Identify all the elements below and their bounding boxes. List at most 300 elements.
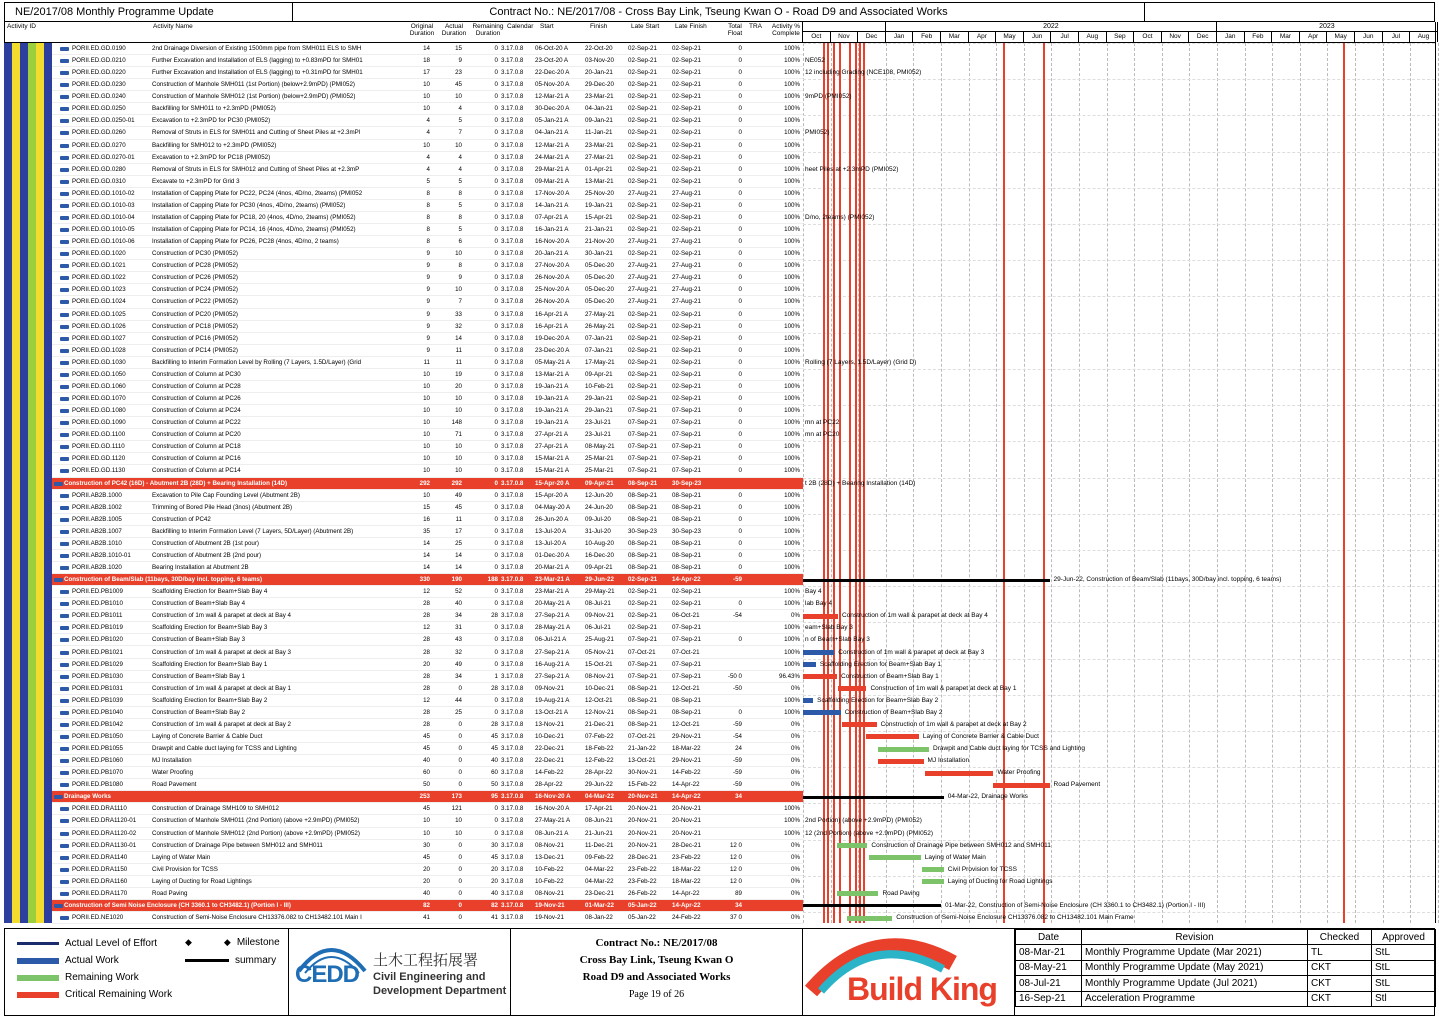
table-row[interactable] xyxy=(52,200,803,212)
cell-p: 0% xyxy=(791,841,800,849)
rev-row xyxy=(1016,991,1436,1006)
table-row[interactable] xyxy=(52,598,803,610)
cell-p: 100% xyxy=(784,805,800,813)
cell-s: 12-Mar-21 A xyxy=(535,141,570,149)
critical-work-bar[interactable] xyxy=(878,759,924,764)
cell-ls: 02-Sep-21 xyxy=(628,141,657,149)
actual-work-bar[interactable] xyxy=(803,662,816,667)
cell-tf: 0 xyxy=(738,189,742,197)
cell-n: Backfilling for SMH012 to +2.3mPD (PMI052) xyxy=(152,141,277,149)
activity-icon xyxy=(60,361,69,365)
cell-rd: 0 xyxy=(494,479,498,487)
table-row[interactable] xyxy=(52,127,803,139)
cell-ad: 0 xyxy=(458,901,462,909)
cell-cal: 3.17.0.8 xyxy=(501,817,524,825)
gantt-bar-label: Scaffolding Erection for Beam+Slab Bay 2 xyxy=(817,696,939,704)
cell-p: 100% xyxy=(784,346,800,354)
month-gridline xyxy=(1272,43,1273,923)
table-row[interactable] xyxy=(52,719,803,731)
table-row[interactable] xyxy=(52,441,803,453)
col-remaining-duration[interactable]: Remaining Duration xyxy=(472,23,504,37)
table-row[interactable] xyxy=(52,345,803,357)
cell-p: 100% xyxy=(784,286,800,294)
activity-icon xyxy=(60,747,69,751)
cell-p: 100% xyxy=(784,708,800,716)
wbs-group-row[interactable] xyxy=(52,478,803,490)
cell-lf: 14-Apr-22 xyxy=(672,889,700,897)
cell-ls: 02-Sep-21 xyxy=(628,57,657,65)
cell-rd: 188 xyxy=(487,576,498,584)
table-row[interactable] xyxy=(52,405,803,417)
table-row[interactable] xyxy=(52,695,803,707)
table-row[interactable] xyxy=(52,91,803,103)
table-row[interactable] xyxy=(52,562,803,574)
cell-f: 06-Jul-21 xyxy=(585,624,611,632)
cell-lf: 02-Sep-21 xyxy=(672,588,701,596)
milestone-icon: ◆ xyxy=(185,937,192,947)
table-row[interactable] xyxy=(52,671,803,683)
cell-p: 100% xyxy=(784,660,800,668)
table-row[interactable] xyxy=(52,526,803,538)
cell-id: PORII.ED.PB1039 xyxy=(72,696,123,704)
cell-cal: 3.17.0.8 xyxy=(501,745,524,753)
col-late-finish[interactable]: Late Finish xyxy=(675,23,707,30)
table-row[interactable] xyxy=(52,236,803,248)
table-row[interactable] xyxy=(52,296,803,308)
table-row[interactable] xyxy=(52,622,803,634)
cell-id: PORII.ED.GD.1010-02 xyxy=(72,189,135,197)
cell-n: 2nd Drainage Diversion of Existing 1500mm pipe from SMH011 ELS to SMH xyxy=(152,45,362,52)
cell-id: PORII.AB2B.1005 xyxy=(72,515,122,523)
table-row[interactable] xyxy=(52,538,803,550)
cell-od: 10 xyxy=(423,443,430,451)
table-row[interactable] xyxy=(52,888,803,900)
table-row[interactable] xyxy=(52,647,803,659)
cell-ls: 02-Sep-21 xyxy=(628,370,657,378)
month-gridline xyxy=(1134,43,1135,923)
title-bar xyxy=(4,2,1435,22)
table-row[interactable] xyxy=(52,876,803,888)
table-row[interactable] xyxy=(52,333,803,345)
cell-lf: 29-Nov-21 xyxy=(672,732,701,740)
cell-lf: 28-Dec-21 xyxy=(672,841,701,849)
cell-cal: 3.17.0.8 xyxy=(501,443,524,451)
table-row[interactable] xyxy=(52,586,803,598)
contract-name: Cross Bay Link, Tseung Kwan O xyxy=(579,954,734,966)
cell-n: Road Paving xyxy=(152,889,188,897)
activity-icon xyxy=(60,614,69,618)
cell-rd: 0 xyxy=(494,141,498,149)
cell-od: 60 xyxy=(423,769,430,777)
cell-cal: 3.17.0.8 xyxy=(501,201,524,209)
table-row[interactable] xyxy=(52,634,803,646)
critical-work-bar[interactable] xyxy=(842,722,877,727)
cell-rd: 1 xyxy=(494,672,498,680)
cell-id: PORII.AB2B.1020 xyxy=(72,564,122,571)
cell-p: 100% xyxy=(784,443,800,451)
cell-s: 08-Jun-21 A xyxy=(535,829,569,837)
table-row[interactable] xyxy=(52,755,803,767)
timeline-month: Jan xyxy=(1217,32,1245,42)
table-row[interactable] xyxy=(52,864,803,876)
cell-lf: 02-Sep-21 xyxy=(672,395,701,403)
cell-od: 45 xyxy=(423,853,430,861)
col-activity-id[interactable]: Activity ID xyxy=(7,23,36,30)
cell-od: 14 xyxy=(423,564,430,571)
remaining-work-bar[interactable] xyxy=(922,879,944,884)
month-gridline xyxy=(1327,43,1328,923)
cell-ls: 02-Sep-21 xyxy=(628,624,657,632)
table-row[interactable] xyxy=(52,43,803,55)
remaining-work-bar[interactable] xyxy=(922,867,944,872)
cell-id: PORII.ED.PB1010 xyxy=(72,600,123,608)
table-row[interactable] xyxy=(52,284,803,296)
critical-work-bar[interactable] xyxy=(866,734,918,739)
col-actual-duration[interactable]: Actual Duration xyxy=(441,23,467,37)
cell-lf: 08-Sep-21 xyxy=(672,491,701,499)
cell-tf: 0 xyxy=(738,105,742,113)
column-header xyxy=(4,22,803,43)
gantt-bar-label: Construction of 1m wall & parapet at deck at Bay 3 xyxy=(838,648,985,656)
table-row[interactable] xyxy=(52,610,803,622)
critical-work-bar[interactable] xyxy=(803,614,838,619)
table-row[interactable] xyxy=(52,115,803,127)
table-row[interactable] xyxy=(52,852,803,864)
cell-f: 08-Nov-21 xyxy=(585,672,614,680)
cell-s: 10-Feb-22 xyxy=(535,877,564,885)
cell-cal: 3.17.0.8 xyxy=(501,901,524,909)
cell-rd: 41 xyxy=(491,914,498,922)
cell-od: 10 xyxy=(423,105,430,113)
cell-id: PORII.AB2B.1010-01 xyxy=(72,551,131,559)
table-row[interactable] xyxy=(52,55,803,67)
activity-icon xyxy=(60,530,69,534)
cell-id: PORII.ED.GD.0280 xyxy=(72,165,126,173)
cell-p: 100% xyxy=(784,238,800,246)
cell-id: PORII.ED.PB1042 xyxy=(72,720,123,728)
col-late-start[interactable]: Late Start xyxy=(631,23,660,30)
remaining-work-bar[interactable] xyxy=(837,843,867,848)
col-pct-complete[interactable]: Activity % Complete xyxy=(771,23,801,37)
activity-icon xyxy=(60,759,69,763)
table-row[interactable] xyxy=(52,779,803,791)
cell-n: Construction of Drainage SMH109 to SMH012 xyxy=(152,805,279,813)
cell-f: 17-May-21 xyxy=(585,358,615,366)
table-row[interactable] xyxy=(52,514,803,526)
cell-s: 14-Feb-22 xyxy=(535,769,564,777)
cell-f: 31-Jul-20 xyxy=(585,527,611,535)
row-gridline xyxy=(803,876,1435,877)
summary-bar[interactable] xyxy=(803,904,941,907)
cell-cal: 3.17.0.8 xyxy=(501,781,524,789)
cell-s: 13-Mar-21 A xyxy=(535,370,570,378)
actual-work-bar[interactable] xyxy=(803,650,834,655)
gantt-bar-label: 2nd Portion) (above +2.9mPD) (PMI052) xyxy=(805,817,922,825)
cell-s: 15-Mar-21 A xyxy=(535,467,570,475)
cell-lf: 14-Apr-22 xyxy=(672,576,701,584)
critical-work-bar[interactable] xyxy=(925,771,993,776)
table-row[interactable] xyxy=(52,707,803,719)
table-row[interactable] xyxy=(52,188,803,200)
cell-od: 11 xyxy=(423,358,430,366)
table-row[interactable] xyxy=(52,321,803,333)
table-row[interactable] xyxy=(52,152,803,164)
cell-ad: 71 xyxy=(455,431,462,439)
cell-f: 07-Jan-21 xyxy=(585,334,613,342)
cell-cal: 3.17.0.8 xyxy=(501,527,524,535)
table-row[interactable] xyxy=(52,912,803,924)
cell-lf: 30-Sep-23 xyxy=(672,479,702,487)
cell-od: 28 xyxy=(423,708,430,716)
cell-lf: 02-Sep-21 xyxy=(672,213,701,221)
cell-id: Construction of Semi Noise Enclosure (CH 3360.1 to CH3482.1) (Portion I - III) xyxy=(64,901,291,909)
remaining-work-bar[interactable] xyxy=(869,855,921,860)
cell-lf: 14-Apr-22 xyxy=(672,901,701,909)
table-row[interactable] xyxy=(52,731,803,743)
cell-s: 04-May-20 A xyxy=(535,503,571,511)
cell-f: 21-Jun-21 xyxy=(585,829,613,837)
table-row[interactable] xyxy=(52,309,803,321)
cell-rd: 30 xyxy=(491,841,498,849)
cell-cal: 3.17.0.8 xyxy=(501,69,524,77)
table-row[interactable] xyxy=(52,369,803,381)
table-row[interactable] xyxy=(52,79,803,91)
rev-date: 16-Sep-21 xyxy=(1016,991,1082,1006)
cell-n: Construction of Manhole SMH011 (2nd Portion) (above +2.9mPD) (PMI052) xyxy=(152,817,360,825)
cell-id: PORII.ED.GD.1060 xyxy=(72,382,126,390)
cell-od: 28 xyxy=(423,684,430,692)
table-row[interactable] xyxy=(52,828,803,840)
cell-s: 23-Oct-20 A xyxy=(535,57,569,65)
cell-ls: 07-Sep-21 xyxy=(628,455,657,463)
cell-tf: 0 xyxy=(738,539,742,547)
cell-id: PORII.ED.GD.1026 xyxy=(72,322,126,330)
actual-work-bar[interactable] xyxy=(803,710,841,715)
cell-cal: 3.17.0.8 xyxy=(501,865,524,873)
cell-f: 23-Mar-21 xyxy=(585,141,614,149)
summary-bar[interactable] xyxy=(803,579,1050,582)
timeline-month: Oct xyxy=(1134,32,1162,42)
cell-n: Civil Provision for TCSS xyxy=(152,865,218,873)
cell-tf: 0 xyxy=(738,238,742,246)
table-row[interactable] xyxy=(52,659,803,671)
cell-rd: 0 xyxy=(494,551,498,559)
cell-ls: 02-Sep-21 xyxy=(628,250,657,258)
table-row[interactable] xyxy=(52,381,803,393)
cell-ls: 30-Sep-23 xyxy=(628,527,657,535)
cell-p: 100% xyxy=(784,129,800,137)
critical-work-bar[interactable] xyxy=(803,674,837,679)
gantt-bar-label: Construction of Beam+Slab Bay 2 xyxy=(844,708,943,716)
remaining-work-bar[interactable] xyxy=(837,891,878,896)
activity-icon xyxy=(60,288,69,292)
cell-lf: 08-Sep-21 xyxy=(672,503,701,511)
table-row[interactable] xyxy=(52,840,803,852)
cell-f: 08-Jul-21 xyxy=(585,600,611,608)
table-row[interactable] xyxy=(52,272,803,284)
activity-icon xyxy=(60,506,69,510)
row-gridline xyxy=(803,767,1435,768)
cell-s: 23-Mar-21 A xyxy=(535,588,570,596)
col-original-duration[interactable]: Original Duration xyxy=(409,23,435,37)
cell-rd: 45 xyxy=(491,732,498,740)
cell-od: 14 xyxy=(423,45,430,52)
gantt-bar-label: Bay 4 xyxy=(805,588,822,596)
remaining-work-bar[interactable] xyxy=(847,916,892,921)
cell-s: 16-Nov-20 A xyxy=(535,793,571,801)
table-row[interactable] xyxy=(52,224,803,236)
cell-p: 100% xyxy=(784,515,800,523)
cell-lf: 02-Sep-21 xyxy=(672,370,701,378)
row-gridline xyxy=(803,659,1435,660)
cell-n: Installation of Capping Plate for PC26, PC28 (4nos, 4D/no, 2 teams) xyxy=(152,238,339,246)
table-row[interactable] xyxy=(52,417,803,429)
table-row[interactable] xyxy=(52,67,803,79)
rev-approved: StL xyxy=(1372,945,1436,960)
actual-work-bar[interactable] xyxy=(803,698,813,703)
cell-ad: 0 xyxy=(458,889,462,897)
cell-rd: 0 xyxy=(494,515,498,523)
col-calendar[interactable]: Calendar xyxy=(507,23,534,30)
gantt-bar-label: Rolling (7 Layers, 1.5D/Layer) (Grid D) xyxy=(805,358,917,366)
cell-s: 07-Apr-21 A xyxy=(535,213,569,221)
cell-id: PORII.ED.NE1020 xyxy=(72,914,124,922)
wbs-group-row[interactable] xyxy=(52,900,803,912)
timeline-month: Aug xyxy=(1079,32,1107,42)
gantt-bar-label: NE052 xyxy=(805,57,825,65)
col-total-float[interactable]: Total Float xyxy=(727,23,743,37)
wbs-group-row[interactable] xyxy=(52,791,803,803)
cell-lf: 14-Apr-22 xyxy=(672,793,701,801)
cell-cal: 3.17.0.8 xyxy=(501,660,524,668)
cell-rd: 0 xyxy=(494,539,498,547)
cell-tf: 0 xyxy=(738,117,742,125)
table-row[interactable] xyxy=(52,815,803,827)
wbs-group-row[interactable] xyxy=(52,574,803,586)
col-activity-name[interactable]: Activity Name xyxy=(153,23,193,30)
rev-checked: CKT xyxy=(1308,976,1372,991)
cell-f: 29-Jun-22 xyxy=(585,781,613,789)
cell-ls: 02-Sep-21 xyxy=(628,588,657,596)
cell-rd: 0 xyxy=(494,431,498,439)
table-row[interactable] xyxy=(52,490,803,502)
cell-od: 8 xyxy=(426,226,430,234)
table-row[interactable] xyxy=(52,176,803,188)
cell-cal: 3.17.0.8 xyxy=(501,238,524,246)
cell-od: 12 xyxy=(423,624,430,632)
cell-p: 0% xyxy=(791,889,800,897)
cell-n: Drawpit and Cable duct laying for TCSS and Lighting xyxy=(152,745,297,753)
gantt-bar-label: 29-Jun-22, Construction of Beam/Slab (11bays, 30D/bay incl. topping, 6 teams) xyxy=(1053,576,1282,584)
cell-ad: 10 xyxy=(455,407,462,415)
cell-s: 04-Jan-21 A xyxy=(535,129,569,137)
cell-cal: 3.17.0.8 xyxy=(501,81,524,89)
cell-ls: 02-Sep-21 xyxy=(628,93,657,101)
cell-ad: 9 xyxy=(458,274,462,282)
col-finish[interactable]: Finish xyxy=(590,23,608,30)
critical-work-bar[interactable] xyxy=(993,783,1049,788)
cell-n: Construction of Column at PC16 xyxy=(152,455,241,463)
cell-n: Laying of Ducting for Road Lightings xyxy=(152,877,252,885)
cell-od: 9 xyxy=(426,262,430,270)
cell-lf: 07-Sep-21 xyxy=(672,419,701,427)
gantt-bar-label: Laying of Ducting for Road Lightings xyxy=(947,877,1053,885)
cell-ls: 02-Sep-21 xyxy=(628,177,657,185)
cell-ls: 08-Sep-21 xyxy=(628,720,657,728)
cell-tf: 12 0 xyxy=(729,877,742,885)
table-row[interactable] xyxy=(52,550,803,562)
row-gridline xyxy=(803,224,1435,225)
cell-od: 10 xyxy=(423,491,430,499)
activity-icon xyxy=(60,832,69,836)
cell-ls: 27-Aug-21 xyxy=(628,238,657,246)
cell-tf: 12 0 xyxy=(729,853,742,861)
table-row[interactable] xyxy=(52,393,803,405)
cell-lf: 14-Apr-22 xyxy=(672,781,700,789)
cell-cal: 3.17.0.8 xyxy=(501,274,524,282)
table-row[interactable] xyxy=(52,743,803,755)
cell-p: 0% xyxy=(791,757,800,765)
cell-ls: 02-Sep-21 xyxy=(628,81,657,89)
cell-f: 11-Dec-21 xyxy=(585,841,614,849)
table-row[interactable] xyxy=(52,453,803,465)
cell-rd: 0 xyxy=(494,129,498,137)
cell-f: 10-Dec-21 xyxy=(585,684,614,692)
table-row[interactable] xyxy=(52,140,803,152)
cell-ad: 25 xyxy=(455,539,462,547)
cell-od: 28 xyxy=(423,672,430,680)
table-row[interactable] xyxy=(52,260,803,272)
cell-f: 23-Jul-21 xyxy=(585,419,611,427)
table-row[interactable] xyxy=(52,502,803,514)
cell-s: 09-Nov-21 xyxy=(535,684,564,692)
cell-od: 40 xyxy=(423,757,430,765)
col-start[interactable]: Start xyxy=(540,23,554,30)
gantt-bar-label: Road Paving xyxy=(882,889,920,897)
table-row[interactable] xyxy=(52,683,803,695)
cell-f: 09-Nov-21 xyxy=(585,612,614,620)
col-tra[interactable]: TRA xyxy=(749,23,762,30)
critical-work-bar[interactable] xyxy=(838,686,867,691)
cell-od: 10 xyxy=(423,382,430,390)
summary-bar[interactable] xyxy=(803,796,944,799)
cell-f: 09-Apr-21 xyxy=(585,479,614,487)
gantt-bar-label: Civil Provision for TCSS xyxy=(947,865,1017,873)
cell-f: 23-Dec-21 xyxy=(585,889,614,897)
cell-lf: 07-Sep-21 xyxy=(672,443,701,451)
table-row[interactable] xyxy=(52,248,803,260)
rev-col-revision: Revision xyxy=(1082,930,1308,945)
table-row[interactable] xyxy=(52,803,803,815)
table-row[interactable] xyxy=(52,164,803,176)
activity-icon xyxy=(60,856,69,860)
cell-n: Laying of Concrete Barrier & Cable Duct xyxy=(152,732,263,740)
table-row[interactable] xyxy=(52,767,803,779)
table-row[interactable] xyxy=(52,429,803,441)
table-row[interactable] xyxy=(52,212,803,224)
cell-s: 06-Jul-21 A xyxy=(535,636,567,644)
table-row[interactable] xyxy=(52,465,803,477)
remaining-work-bar[interactable] xyxy=(878,747,930,752)
table-row[interactable] xyxy=(52,103,803,115)
cell-od: 4 xyxy=(426,117,430,125)
cell-n: Installation of Capping Plate for PC14, 16 (4nos, 4D/no, 2teams) (PMI052) xyxy=(152,226,356,234)
cell-lf: 08-Sep-21 xyxy=(672,515,701,523)
table-row[interactable] xyxy=(52,357,803,369)
cell-ad: 14 xyxy=(455,564,462,571)
cell-cal: 3.17.0.8 xyxy=(501,877,524,885)
cell-od: 10 xyxy=(423,141,430,149)
